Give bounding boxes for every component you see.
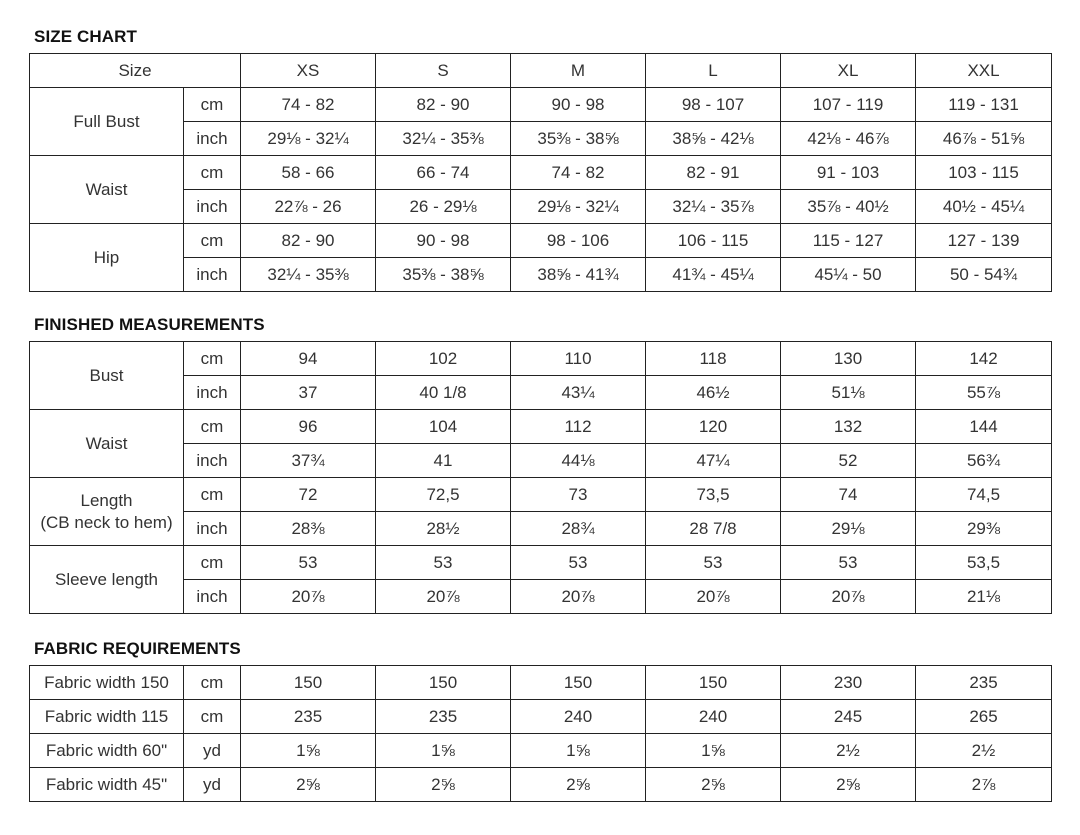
value-cell: 74 - 82 — [511, 156, 646, 190]
measurement-label: Waist — [30, 156, 184, 224]
value-cell: 53 — [241, 546, 376, 580]
value-cell: 43¼ — [511, 376, 646, 410]
value-cell: 1⅝ — [241, 734, 376, 768]
value-cell: 150 — [241, 666, 376, 700]
table-row — [30, 700, 1052, 734]
size-chart-table — [29, 53, 1052, 292]
value-cell: 91 - 103 — [781, 156, 916, 190]
value-cell: 40 1/8 — [376, 376, 511, 410]
value-cell: 235 — [241, 700, 376, 734]
value-cell: 115 - 127 — [781, 224, 916, 258]
value-cell: 29⅛ — [781, 512, 916, 546]
value-cell: 52 — [781, 444, 916, 478]
value-cell: 22⅞ - 26 — [241, 190, 376, 224]
size-header-cell: L — [646, 54, 781, 88]
value-cell: 150 — [511, 666, 646, 700]
value-cell: 28¾ — [511, 512, 646, 546]
unit-cell: cm — [184, 410, 241, 444]
value-cell: 41¾ - 45¼ — [646, 258, 781, 292]
finished-measurements-title: FINISHED MEASUREMENTS — [34, 315, 265, 334]
value-cell: 107 - 119 — [781, 88, 916, 122]
size-header-cell: XS — [241, 54, 376, 88]
value-cell: 37 — [241, 376, 376, 410]
finished-measurements-table — [29, 341, 1052, 614]
size-header-cell: XXL — [916, 54, 1052, 88]
value-cell: 150 — [376, 666, 511, 700]
measurement-label: Full Bust — [30, 88, 184, 156]
value-cell: 28½ — [376, 512, 511, 546]
size-chart-title: SIZE CHART — [34, 27, 137, 46]
value-cell: 2⅝ — [241, 768, 376, 802]
measurement-label — [30, 478, 184, 546]
value-cell: 73,5 — [646, 478, 781, 512]
value-cell: 118 — [646, 342, 781, 376]
value-cell: 72 — [241, 478, 376, 512]
value-cell: 142 — [916, 342, 1052, 376]
table-row — [30, 224, 1052, 258]
value-cell: 42⅛ - 46⅞ — [781, 122, 916, 156]
value-cell: 106 - 115 — [646, 224, 781, 258]
value-cell: 55⅞ — [916, 376, 1052, 410]
value-cell: 119 - 131 — [916, 88, 1052, 122]
table-row — [30, 258, 1052, 292]
unit-cell: cm — [184, 546, 241, 580]
value-cell: 235 — [916, 666, 1052, 700]
value-cell: 235 — [376, 700, 511, 734]
value-cell: 45¼ - 50 — [781, 258, 916, 292]
table-row — [30, 88, 1052, 122]
measurement-label — [30, 546, 184, 614]
value-cell: 150 — [646, 666, 781, 700]
unit-cell: cm — [184, 478, 241, 512]
value-cell: 96 — [241, 410, 376, 444]
value-cell: 47¼ — [646, 444, 781, 478]
value-cell: 265 — [916, 700, 1052, 734]
table-row — [30, 122, 1052, 156]
value-cell: 56¾ — [916, 444, 1052, 478]
value-cell: 74,5 — [916, 478, 1052, 512]
table-row — [30, 190, 1052, 224]
value-cell: 46½ — [646, 376, 781, 410]
value-cell: 2½ — [781, 734, 916, 768]
value-cell: 50 - 54¾ — [916, 258, 1052, 292]
value-cell: 38⅝ - 42⅛ — [646, 122, 781, 156]
unit-cell: cm — [184, 666, 241, 700]
value-cell: 74 - 82 — [241, 88, 376, 122]
value-cell: 102 — [376, 342, 511, 376]
value-cell: 21⅛ — [916, 580, 1052, 614]
table-row — [30, 580, 1052, 614]
unit-cell: cm — [184, 224, 241, 258]
unit-cell: cm — [184, 700, 241, 734]
value-cell: 98 - 106 — [511, 224, 646, 258]
value-cell: 1⅝ — [376, 734, 511, 768]
value-cell: 53 — [511, 546, 646, 580]
fabric-requirements-table — [29, 665, 1052, 802]
value-cell: 144 — [916, 410, 1052, 444]
value-cell: 120 — [646, 410, 781, 444]
measurement-label-text: Length — [80, 490, 133, 510]
value-cell: 35⅞ - 40½ — [781, 190, 916, 224]
value-cell: 1⅝ — [646, 734, 781, 768]
value-cell: 37¾ — [241, 444, 376, 478]
measurement-label: Hip — [30, 224, 184, 292]
value-cell: 112 — [511, 410, 646, 444]
value-cell: 28 7/8 — [646, 512, 781, 546]
value-cell: 40½ - 45¼ — [916, 190, 1052, 224]
value-cell: 245 — [781, 700, 916, 734]
fabric-width-label: Fabric width 60" — [30, 734, 184, 768]
fabric-width-label: Fabric width 45" — [30, 768, 184, 802]
value-cell: 53,5 — [916, 546, 1052, 580]
size-header-row — [30, 54, 1052, 88]
unit-cell: cm — [184, 88, 241, 122]
fabric-width-label: Fabric width 115 — [30, 700, 184, 734]
unit-cell: inch — [184, 190, 241, 224]
value-cell: 2⅝ — [646, 768, 781, 802]
table-row — [30, 734, 1052, 768]
value-cell: 82 - 90 — [376, 88, 511, 122]
value-cell: 32¼ - 35⅜ — [241, 258, 376, 292]
value-cell: 46⅞ - 51⅝ — [916, 122, 1052, 156]
value-cell: 2⅝ — [376, 768, 511, 802]
table-row — [30, 478, 1052, 512]
unit-cell: yd — [184, 734, 241, 768]
value-cell: 38⅝ - 41¾ — [511, 258, 646, 292]
value-cell: 104 — [376, 410, 511, 444]
value-cell: 20⅞ — [646, 580, 781, 614]
value-cell: 41 — [376, 444, 511, 478]
table-row — [30, 444, 1052, 478]
size-header-cell: M — [511, 54, 646, 88]
value-cell: 66 - 74 — [376, 156, 511, 190]
size-header-cell: S — [376, 54, 511, 88]
value-cell: 1⅝ — [511, 734, 646, 768]
unit-cell: cm — [184, 342, 241, 376]
value-cell: 44⅛ — [511, 444, 646, 478]
value-cell: 35⅜ - 38⅝ — [511, 122, 646, 156]
value-cell: 26 - 29⅛ — [376, 190, 511, 224]
table-row — [30, 512, 1052, 546]
value-cell: 90 - 98 — [511, 88, 646, 122]
value-cell: 32¼ - 35⅞ — [646, 190, 781, 224]
measurement-label-text: Waist — [85, 433, 128, 453]
value-cell: 53 — [781, 546, 916, 580]
unit-cell: inch — [184, 512, 241, 546]
value-cell: 2⅝ — [781, 768, 916, 802]
unit-cell: inch — [184, 580, 241, 614]
table-row — [30, 376, 1052, 410]
value-cell: 20⅞ — [241, 580, 376, 614]
measurement-label — [30, 342, 184, 410]
value-cell: 73 — [511, 478, 646, 512]
unit-cell: inch — [184, 122, 241, 156]
unit-cell: cm — [184, 156, 241, 190]
table-row — [30, 410, 1052, 444]
value-cell: 110 — [511, 342, 646, 376]
measurement-label-text: Bust — [89, 365, 124, 385]
value-cell: 28⅜ — [241, 512, 376, 546]
value-cell: 230 — [781, 666, 916, 700]
fabric-requirements-title: FABRIC REQUIREMENTS — [34, 639, 241, 658]
measurement-label — [30, 410, 184, 478]
measurement-label-text: Sleeve length — [54, 569, 159, 589]
value-cell: 53 — [376, 546, 511, 580]
value-cell: 127 - 139 — [916, 224, 1052, 258]
value-cell: 51⅛ — [781, 376, 916, 410]
value-cell: 82 - 91 — [646, 156, 781, 190]
value-cell: 90 - 98 — [376, 224, 511, 258]
unit-cell: inch — [184, 258, 241, 292]
value-cell: 29⅛ - 32¼ — [511, 190, 646, 224]
unit-cell: inch — [184, 376, 241, 410]
value-cell: 20⅞ — [781, 580, 916, 614]
value-cell: 29⅛ - 32¼ — [241, 122, 376, 156]
table-row — [30, 666, 1052, 700]
value-cell: 103 - 115 — [916, 156, 1052, 190]
value-cell: 130 — [781, 342, 916, 376]
value-cell: 2⅞ — [916, 768, 1052, 802]
table-row — [30, 546, 1052, 580]
value-cell: 35⅜ - 38⅝ — [376, 258, 511, 292]
table-row — [30, 156, 1052, 190]
value-cell: 72,5 — [376, 478, 511, 512]
value-cell: 82 - 90 — [241, 224, 376, 258]
value-cell: 98 - 107 — [646, 88, 781, 122]
value-cell: 53 — [646, 546, 781, 580]
size-header-cell: XL — [781, 54, 916, 88]
unit-cell: inch — [184, 444, 241, 478]
value-cell: 74 — [781, 478, 916, 512]
value-cell: 2⅝ — [511, 768, 646, 802]
value-cell: 20⅞ — [376, 580, 511, 614]
unit-cell: yd — [184, 768, 241, 802]
table-row — [30, 342, 1052, 376]
table-row — [30, 768, 1052, 802]
value-cell: 29⅜ — [916, 512, 1052, 546]
fabric-width-label: Fabric width 150 — [30, 666, 184, 700]
value-cell: 240 — [646, 700, 781, 734]
size-header-label: Size — [30, 54, 241, 88]
value-cell: 240 — [511, 700, 646, 734]
measurement-sublabel-text: (CB neck to hem) — [40, 512, 173, 532]
value-cell: 20⅞ — [511, 580, 646, 614]
value-cell: 132 — [781, 410, 916, 444]
value-cell: 94 — [241, 342, 376, 376]
value-cell: 2½ — [916, 734, 1052, 768]
value-cell: 32¼ - 35⅜ — [376, 122, 511, 156]
value-cell: 58 - 66 — [241, 156, 376, 190]
